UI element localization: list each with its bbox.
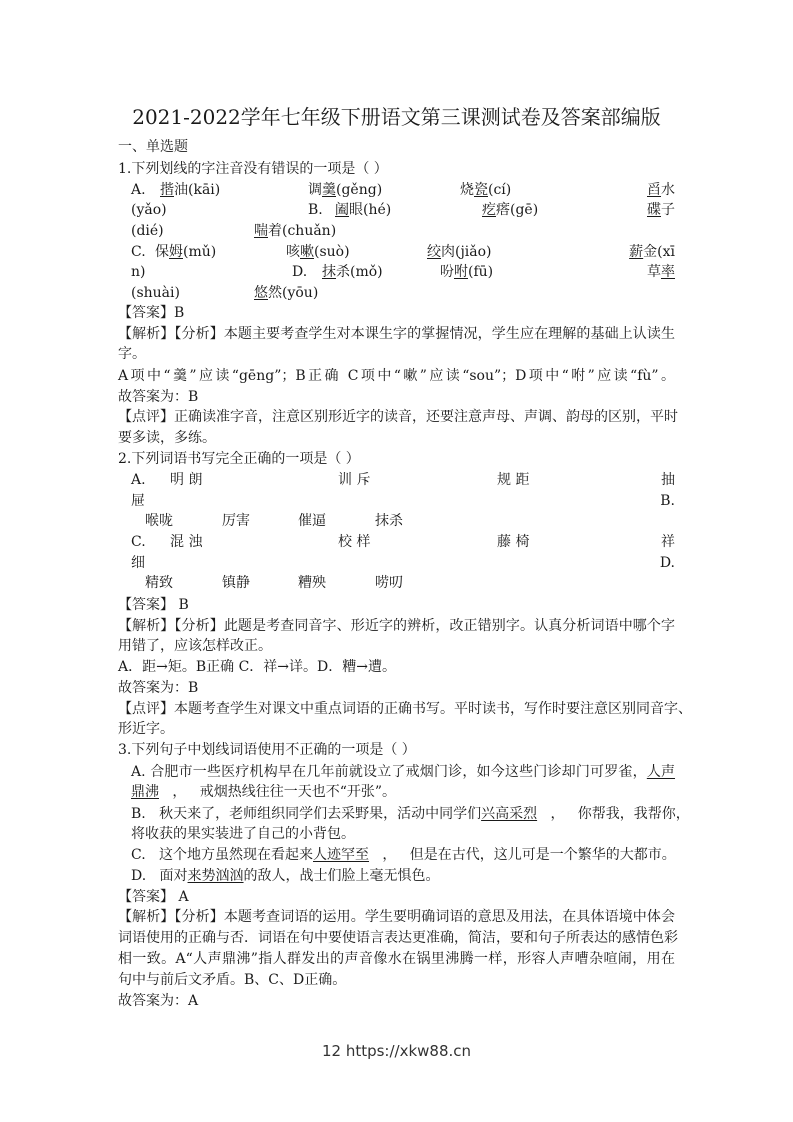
option-word: 保姆(mǔ)	[155, 244, 217, 260]
option-label-c: C.	[131, 244, 146, 260]
option-word: 舀水	[647, 182, 675, 198]
option-word: 催逼	[298, 513, 326, 529]
option-word: 揩油(kāi)	[160, 182, 221, 198]
analysis-line: 字。	[118, 346, 146, 362]
analysis-line: 【解析】【分析】本题主要考查学生对本课生字的掌握情况，学生应在理解的基础上认读生	[118, 326, 675, 342]
analysis-detail: A．距→矩。B正确 C．祥→详。D．糟→遭。	[118, 659, 396, 675]
option-a: A. 合肥市一些医疗机构早在几年前就设立了戒烟门诊，如今这些门诊却门可罗雀，人声	[131, 764, 676, 780]
option-word: 喘着(chuǎn)	[254, 223, 337, 239]
option-word: 校 样	[338, 534, 371, 550]
final-answer: 故答案为：B	[118, 389, 199, 405]
option-word: 混 浊	[170, 534, 203, 550]
page-footer: 12 https://xkw88.cn	[321, 1042, 472, 1060]
option-label-b: B.	[308, 202, 323, 218]
option-word: 糟殃	[298, 575, 326, 591]
option-label-d: D.	[292, 264, 308, 280]
option-word: 训 斥	[338, 472, 371, 488]
analysis-detail: A项中“羹”应读“gēng”；B正确 C项中“嗽”应读“sou”；D项中“咐”应读“fù”。	[118, 368, 675, 384]
option-word: 镇静	[222, 575, 250, 591]
option-word: 烧瓷(cí)	[460, 182, 512, 198]
option-word: 明 朗	[170, 472, 203, 488]
option-b: B. 秋天来了，老师组织同学们去采野果，活动中同学们兴高采烈 ， 你帮我，我帮你，	[131, 806, 690, 822]
option-word: 薪金(xī	[629, 244, 675, 260]
option-word: 悠然(yōu)	[254, 285, 319, 301]
option-word: 草率	[647, 264, 675, 280]
option-b-cont: 将收获的果实装进了自己的小背包。	[131, 826, 355, 842]
option-word: 屉	[131, 493, 145, 509]
option-word: 绞肉(jiǎo)	[427, 244, 492, 260]
analysis-line: 句中与前后文矛盾。B、C、D正确。	[118, 972, 347, 988]
option-word: 祥	[661, 534, 675, 550]
option-word: 精致	[145, 575, 173, 591]
option-word: 咳嗽(suò)	[286, 244, 350, 260]
analysis-line: 词语使用的正确与否．词语在句中要使语言表达更准确，简洁，要和句子所表达的感情色彩	[118, 930, 678, 946]
final-answer: 故答案为：B	[118, 680, 199, 696]
option-label-a: A.	[131, 472, 146, 488]
option-word: n)	[131, 264, 146, 280]
comment-line: 【点评】本题考查学生对课文中重点词语的正确书写。平时读书，写作时要注意区别同音字、	[118, 701, 692, 717]
analysis-line: 【解析】【分析】本题考查词语的运用。学生要明确词语的意思及用法，在具体语境中体会	[118, 909, 675, 925]
option-word: 喉咙	[145, 513, 173, 529]
option-label-a: A.	[131, 182, 146, 198]
option-word: 细	[131, 555, 145, 571]
section-heading: 一、单选题	[118, 139, 188, 155]
option-label-d: D.	[659, 555, 675, 571]
analysis-line: 用错了，应该怎样改正。	[118, 638, 272, 654]
option-word: 厉害	[222, 513, 250, 529]
final-answer: 故答案为：A	[118, 993, 199, 1009]
answer: 【答案】 A	[118, 889, 189, 905]
option-word: 调羹(gěng)	[308, 182, 383, 198]
option-word: 抹杀	[375, 513, 403, 529]
option-word: (dié)	[131, 223, 164, 239]
option-word: 吩咐(fū)	[440, 264, 494, 280]
question-3-stem: 3.下列句子中划线词语使用不正确的一项是（ ）	[118, 742, 416, 758]
comment-line: 形近字。	[118, 721, 174, 737]
question-2-stem: 2.下列词语书写完全正确的一项是（ ）	[118, 451, 360, 467]
analysis-line: 相一致。A“人声鼎沸”指人群发出的声音像水在锅里沸腾一样，形容人声嘈杂喧闹，用在	[118, 951, 675, 967]
option-label-b: B.	[660, 493, 675, 509]
option-word: 碟子	[647, 202, 675, 218]
comment-line: 要多读，多练。	[118, 430, 216, 446]
option-word: (shuài)	[131, 285, 180, 301]
analysis-line: 【解析】【分析】此题是考查同音字、形近字的辨析，改正错别字。认真分析词语中哪个字	[118, 618, 675, 634]
answer: 【答案】B	[118, 305, 185, 321]
question-1-stem: 1.下列划线的字注音没有错误的一项是（ ）	[118, 161, 388, 177]
option-word: 唠叨	[375, 575, 403, 591]
option-word: 阖眼(hé)	[335, 202, 392, 218]
option-a-cont: 鼎沸 ， 戒烟热线往往一天也不“开张”。	[131, 784, 397, 800]
option-d: D. 面对来势汹汹的敌人，战士们脸上毫无惧色。	[131, 868, 440, 884]
comment-line: 【点评】正确读准字音，注意区别形近字的读音，还要注意声母、声调、韵母的区别，平时	[118, 409, 678, 425]
option-word: 抽	[661, 472, 675, 488]
option-word: (yǎo)	[131, 202, 167, 218]
option-word: 抹杀(mǒ)	[322, 264, 383, 280]
answer: 【答案】 B	[118, 597, 189, 613]
option-label-c: C.	[131, 534, 146, 550]
option-word: 藤 椅	[497, 534, 530, 550]
option-word: 规 距	[497, 472, 530, 488]
page-title: 2021-2022学年七年级下册语文第三课测试卷及答案部编版	[132, 105, 661, 129]
option-word: 疙瘩(gē)	[482, 202, 539, 218]
option-c: C. 这个地方虽然现在看起来人迹罕至 ， 但是在古代，这儿可是一个繁华的大都市。	[131, 847, 676, 863]
